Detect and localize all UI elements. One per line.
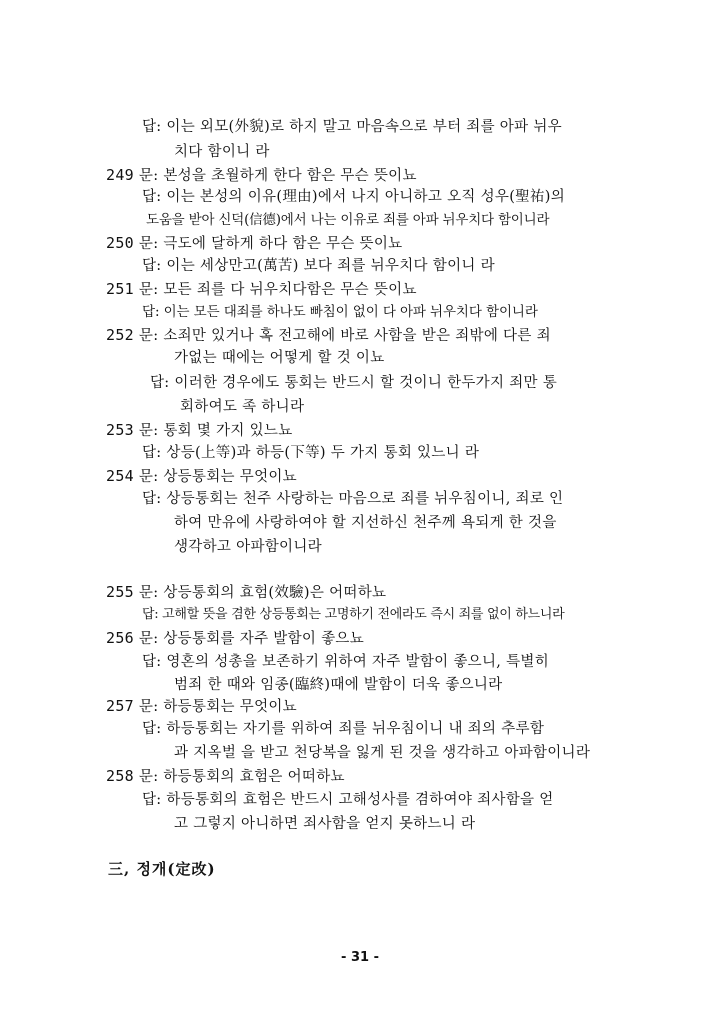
answer-continuation-line: [174, 675, 503, 695]
line-text: 고 그렇지 아니하면 죄사함을 얻지 못하느니 라: [174, 816, 476, 832]
question-line: [106, 628, 364, 649]
line-text: 문: 상등통회의 효험(效驗)은 어떠하뇨: [138, 585, 387, 601]
answer-continuation-line: [174, 814, 475, 834]
question-number: 249: [106, 166, 134, 184]
question-number: 257: [106, 697, 134, 715]
line-text: 답: 상등통회는 천주 사랑하는 마음으로 죄를 뉘우침이니, 죄로 인: [142, 491, 564, 507]
answer-line: [142, 256, 495, 276]
answer-line: [142, 605, 564, 625]
question-number: 253: [106, 421, 134, 439]
question-number: 254: [106, 467, 134, 485]
line-text: 답: 하등통회의 효험은 반드시 고해성사를 겸하여야 죄사함을 얻: [142, 792, 554, 808]
line-text: 치다 함이니 라: [174, 144, 270, 160]
line-text: 생각하고 아파함이니라: [174, 539, 322, 555]
line-text: 도움을 받아 신덕(信德)에서 나는 이유로 죄를 아파 뉘우치다 함이니라: [146, 212, 550, 228]
line-text: 문: 상등통회는 무엇이뇨: [138, 469, 297, 485]
answer-continuation-line: [174, 743, 590, 763]
question-number: 258: [106, 767, 134, 785]
answer-continuation-line: [174, 142, 270, 162]
question-line: [106, 582, 386, 603]
answer-continuation-line: [146, 210, 549, 230]
line-text: 범죄 한 때와 임종(臨終)때에 발함이 더욱 좋으니라: [174, 677, 503, 693]
answer-line: [142, 790, 554, 810]
answer-continuation-line: [174, 513, 557, 533]
question-number: 256: [106, 629, 134, 647]
question-line: [106, 696, 297, 717]
answer-line: [150, 373, 557, 393]
question-number: 250: [106, 234, 134, 252]
section-heading: 三, 정개(定改): [108, 860, 216, 878]
line-text: 답: 이는 외모(外貌)로 하지 말고 마음속으로 부터 죄를 아파 뉘우: [142, 119, 562, 135]
line-text: 과 지옥벌 을 받고 천당복을 잃게 된 것을 생각하고 아파함이니라: [174, 745, 591, 761]
question-line: [106, 466, 297, 487]
page-number: - 31 -: [341, 950, 379, 965]
answer-line: [142, 117, 562, 137]
answer-line: [142, 443, 479, 463]
line-text: 답: 상등(上等)과 하등(下等) 두 가지 통회 있느니 라: [142, 445, 480, 461]
line-text: 가없는 때에는 어떻게 할 것 이뇨: [174, 350, 385, 366]
answer-line: [142, 187, 565, 207]
question-line: [106, 325, 551, 346]
line-text: 문: 모든 죄를 다 뉘우치다함은 무슨 뜻이뇨: [138, 282, 417, 298]
answer-line: [142, 652, 549, 672]
line-text: 문: 하등통회는 무엇이뇨: [138, 699, 297, 715]
line-text: 답: 영혼의 성총을 보존하기 위하여 자주 발함이 좋으니, 특별히: [142, 654, 550, 670]
line-text: 문: 통회 몇 가지 있느뇨: [138, 423, 293, 439]
question-line: [106, 233, 402, 254]
question-line: [106, 165, 417, 186]
line-text: 답: 이는 본성의 이유(理由)에서 나지 아니하고 오직 성우(聖祐)의: [142, 189, 566, 205]
line-text: 문: 본성을 초월하게 한다 함은 무슨 뜻이뇨: [138, 168, 417, 184]
line-text: 문: 하등통회의 효험은 어떠하뇨: [138, 769, 345, 785]
question-continuation-line: [174, 348, 385, 368]
answer-line: [142, 719, 544, 739]
line-text: 문: 상등통회를 자주 발함이 좋으뇨: [138, 631, 365, 647]
answer-continuation-line: [180, 397, 304, 417]
answer-line: [142, 489, 563, 509]
line-text: 답: 하등통회는 자기를 위하여 죄를 뉘우침이니 내 죄의 추루함: [142, 721, 545, 737]
question-line: [106, 766, 345, 787]
line-text: 답: 이는 세상만고(萬苦) 보다 죄를 뉘우치다 함이니 라: [142, 258, 495, 274]
question-number: 251: [106, 280, 134, 298]
answer-continuation-line: [174, 537, 322, 557]
line-text: 하여 만유에 사랑하여야 할 지선하신 천주께 욕되게 한 것을: [174, 515, 557, 531]
line-text: 답: 고해할 뜻을 겸한 상등통회는 고명하기 전에라도 즉시 죄를 없이 하느니라: [142, 607, 565, 622]
question-number: 255: [106, 583, 134, 601]
line-text: 답: 이는 모든 대죄를 하나도 빠침이 없이 다 아파 뉘우치다 함이니라: [142, 304, 538, 320]
line-text: 문: 극도에 달하게 하다 함은 무슨 뜻이뇨: [138, 236, 403, 252]
line-text: 문: 소죄만 있거나 혹 전고해에 바로 사함을 받은 죄밖에 다른 죄: [138, 328, 551, 344]
answer-line: [142, 302, 538, 322]
line-text: 회하여도 족 하니라: [180, 399, 305, 415]
question-number: 252: [106, 326, 134, 344]
question-line: [106, 279, 417, 300]
line-text: 답: 이러한 경우에도 통회는 반드시 할 것이니 한두가지 죄만 통: [150, 375, 558, 391]
question-line: [106, 420, 293, 441]
